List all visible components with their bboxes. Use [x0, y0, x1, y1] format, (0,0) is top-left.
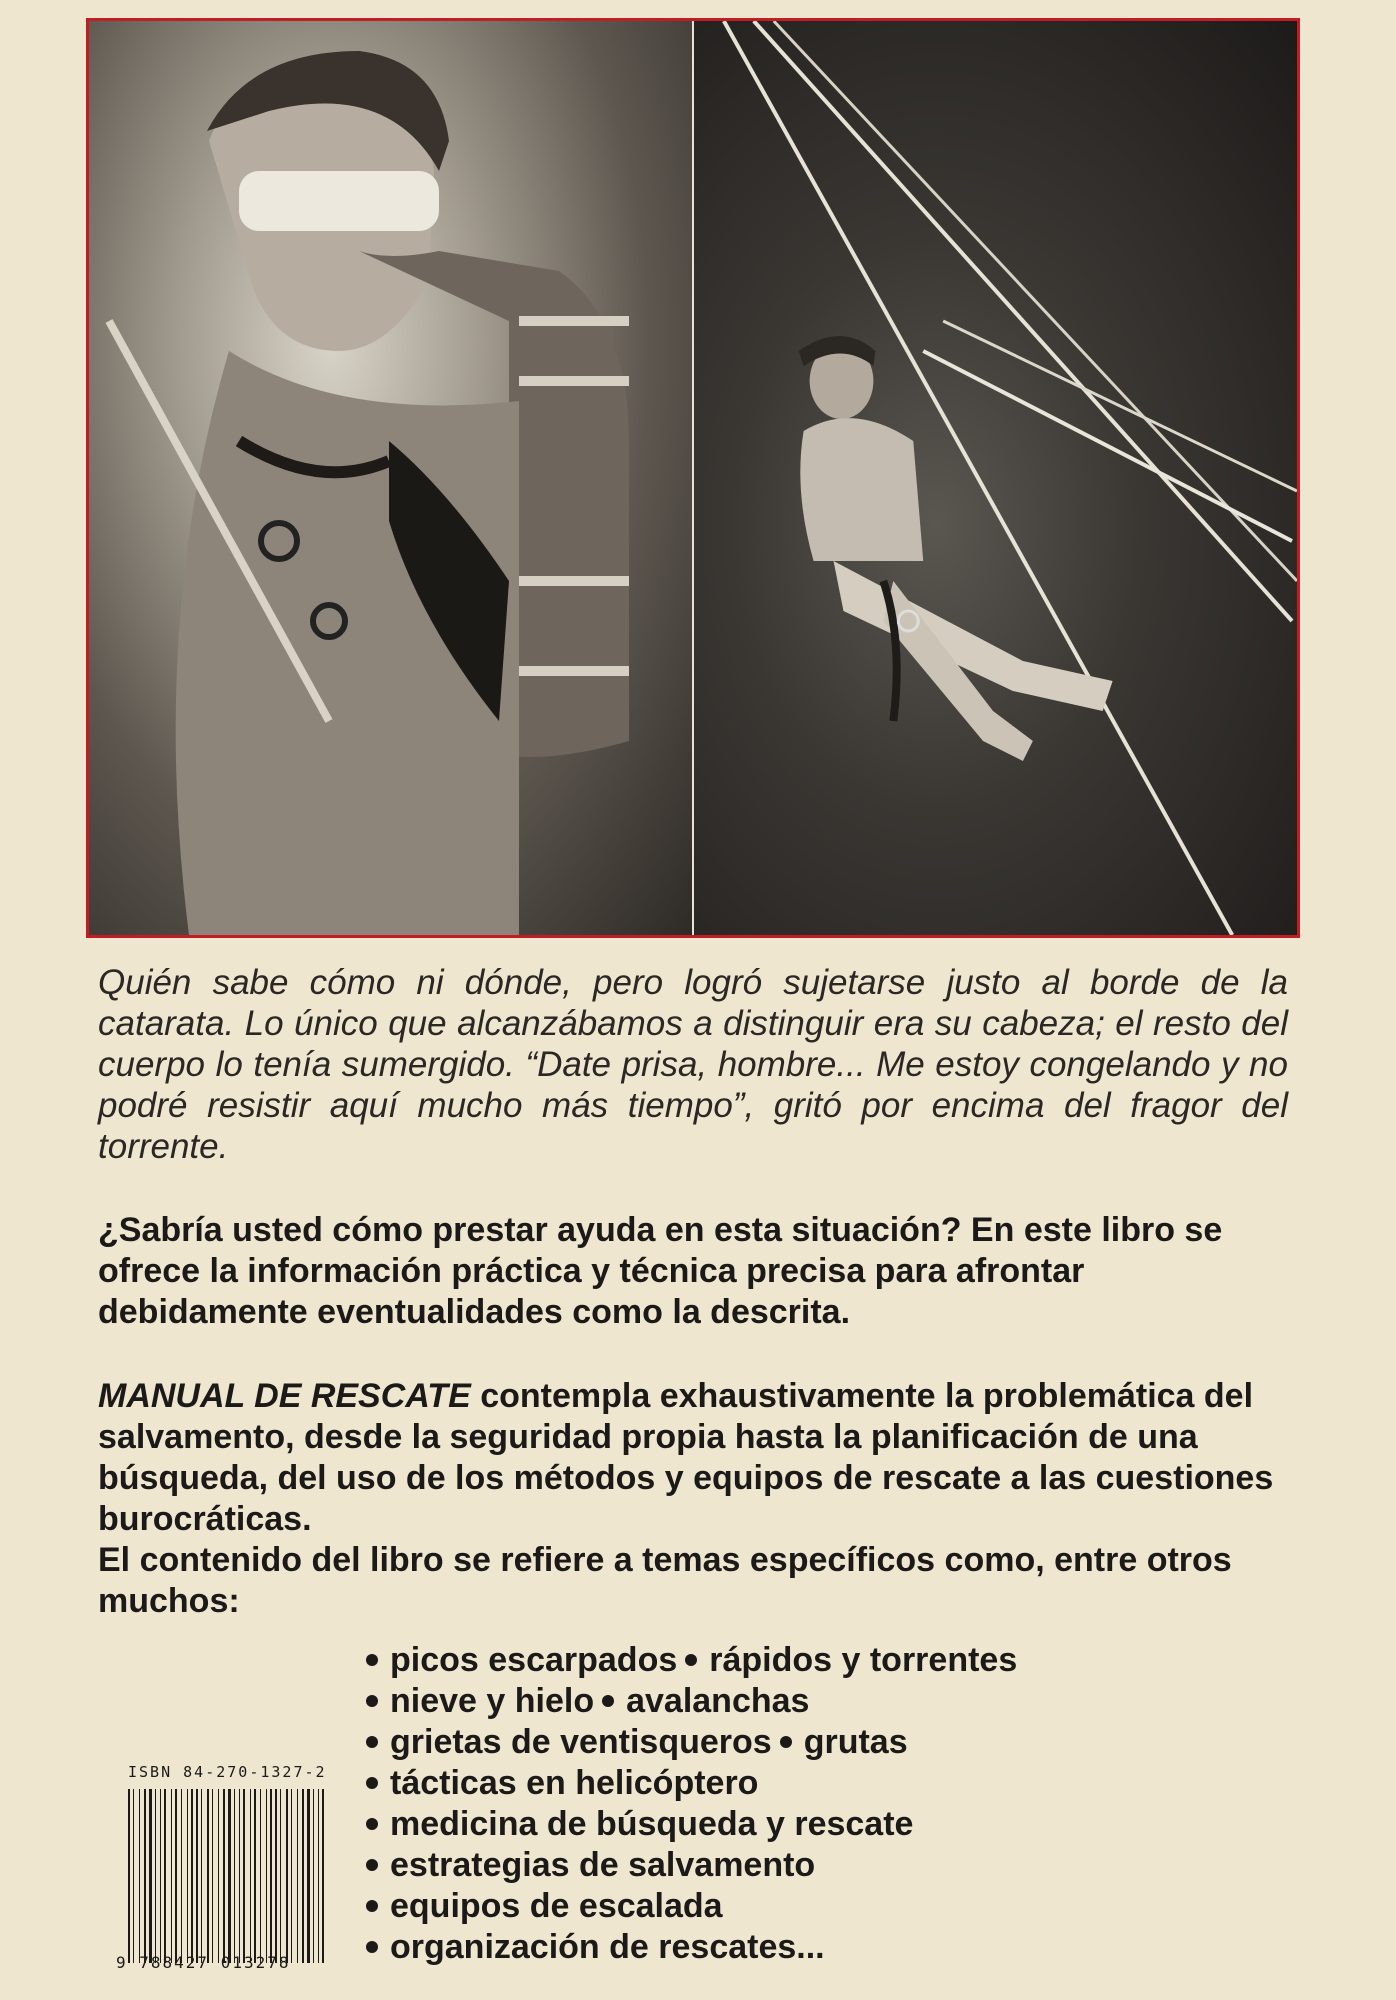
barcode-bar	[201, 1789, 202, 1963]
list-item	[362, 1763, 1017, 1804]
photo-injured-climber	[89, 21, 692, 935]
bullet-icon	[366, 1736, 378, 1748]
barcode-bar	[275, 1789, 277, 1963]
bullet-icon	[602, 1695, 614, 1707]
topic-label: avalanchas	[626, 1682, 810, 1720]
list-item	[362, 1845, 1017, 1886]
barcode-bar	[149, 1789, 152, 1963]
bullet-icon	[366, 1900, 378, 1912]
barcode-bar	[313, 1789, 314, 1963]
barcode-bar	[234, 1789, 235, 1963]
barcode-bar	[207, 1789, 209, 1963]
barcode-bar	[228, 1789, 231, 1963]
barcode-bar	[191, 1789, 193, 1963]
barcode-bar	[254, 1789, 256, 1963]
bullet-icon	[366, 1654, 378, 1666]
topic-label: picos escarpados	[390, 1641, 678, 1679]
bullet-icon	[366, 1941, 378, 1953]
contents-intro: El contenido del libro se refiere a temas específicos como, entre otros muchos:	[98, 1541, 1232, 1620]
list-item	[362, 1681, 1017, 1722]
list-item	[362, 1927, 1017, 1968]
topic-label: tácticas en helicóptero	[390, 1764, 759, 1802]
barcode-bar	[286, 1789, 288, 1963]
barcode-bar	[291, 1789, 292, 1963]
photo-injured-climber-illustration	[89, 21, 692, 935]
barcode-bar	[223, 1789, 225, 1963]
topic-label: estrategias de salvamento	[390, 1846, 816, 1884]
list-item	[362, 1886, 1017, 1927]
barcode-bar	[280, 1789, 281, 1963]
photo-caption: Quién sabe cómo ni dónde, pero logró sujetarse justo al borde de la catarata. Lo único que alcanzábamos a distinguir era su cabeza; el resto del cuerpo lo tenía sumergido. “Date prisa, hombre... Me estoy congelando y no podré resistir aquí mucho más tiempo”, gritó por encima del fragor del torrente.	[98, 963, 1288, 1166]
list-item	[362, 1640, 1017, 1681]
topic-label: organización de rescates...	[390, 1928, 825, 1966]
barcode-bar	[260, 1789, 261, 1963]
barcode-bar	[266, 1789, 267, 1963]
barcode-number: 9 788427 013278	[116, 1953, 291, 1972]
barcode-image	[128, 1789, 330, 1963]
topics-list	[362, 1640, 1017, 1968]
barcode-bar	[160, 1789, 161, 1963]
topic-label: grietas de ventisqueros	[390, 1723, 772, 1761]
barcode-bar	[187, 1789, 188, 1963]
barcode-bar	[243, 1789, 245, 1963]
book-title: MANUAL DE RESCATE	[98, 1377, 471, 1415]
question-paragraph: ¿Sabría usted cómo prestar ayuda en esta situación? En este libro se ofrece la información práctica y técnica precisa para afrontar debidamente eventualidades como la descrita.	[98, 1211, 1223, 1331]
photo-frame	[86, 18, 1300, 938]
barcode-bar	[302, 1789, 304, 1963]
barcode-bar	[196, 1789, 198, 1963]
barcode-bar	[297, 1789, 298, 1963]
topic-label: rápidos y torrentes	[709, 1641, 1018, 1679]
topic-label: equipos de escalada	[390, 1887, 723, 1925]
bullet-icon	[366, 1695, 378, 1707]
barcode-bar	[318, 1789, 319, 1963]
list-item	[362, 1722, 1017, 1763]
barcode-bar	[164, 1789, 166, 1963]
barcode-bar	[307, 1789, 310, 1963]
list-item	[362, 1804, 1017, 1845]
topic-label: grutas	[803, 1723, 908, 1761]
isbn-label: ISBN 84-270-1327-2	[128, 1763, 327, 1781]
photo-rope-rescuer-illustration	[694, 21, 1297, 935]
bullet-icon	[366, 1859, 378, 1871]
bullet-icon	[780, 1736, 792, 1748]
bullet-icon	[685, 1654, 697, 1666]
bullet-icon	[366, 1818, 378, 1830]
barcode-bar	[181, 1789, 182, 1963]
barcode-bar	[128, 1789, 130, 1963]
barcode-bar	[133, 1789, 134, 1963]
barcode-bar	[171, 1789, 172, 1963]
photo-rope-rescuer	[692, 21, 1297, 935]
barcode-bar	[239, 1789, 240, 1963]
barcode-bar	[139, 1789, 140, 1963]
description-paragraph	[98, 1376, 1288, 1622]
barcode-bar	[270, 1789, 272, 1963]
bullet-icon	[366, 1777, 378, 1789]
barcode-bar	[212, 1789, 213, 1963]
isbn-block	[116, 1763, 342, 1988]
topic-label: medicina de búsqueda y rescate	[390, 1805, 914, 1843]
barcode-bar	[250, 1789, 251, 1963]
barcode-bar	[322, 1789, 324, 1963]
barcode-bar	[218, 1789, 219, 1963]
barcode-bar	[144, 1789, 146, 1963]
topic-label: nieve y hielo	[390, 1682, 595, 1720]
description-text: contempla exhaustivamente la problemática del salvamento, desde la seguridad propia hasta la planificación de una búsqueda, del uso de los métodos y equipos de rescate a las cuestiones burocráticas.	[98, 1377, 1274, 1538]
barcode-bar	[175, 1789, 177, 1963]
barcode-bar	[155, 1789, 156, 1963]
